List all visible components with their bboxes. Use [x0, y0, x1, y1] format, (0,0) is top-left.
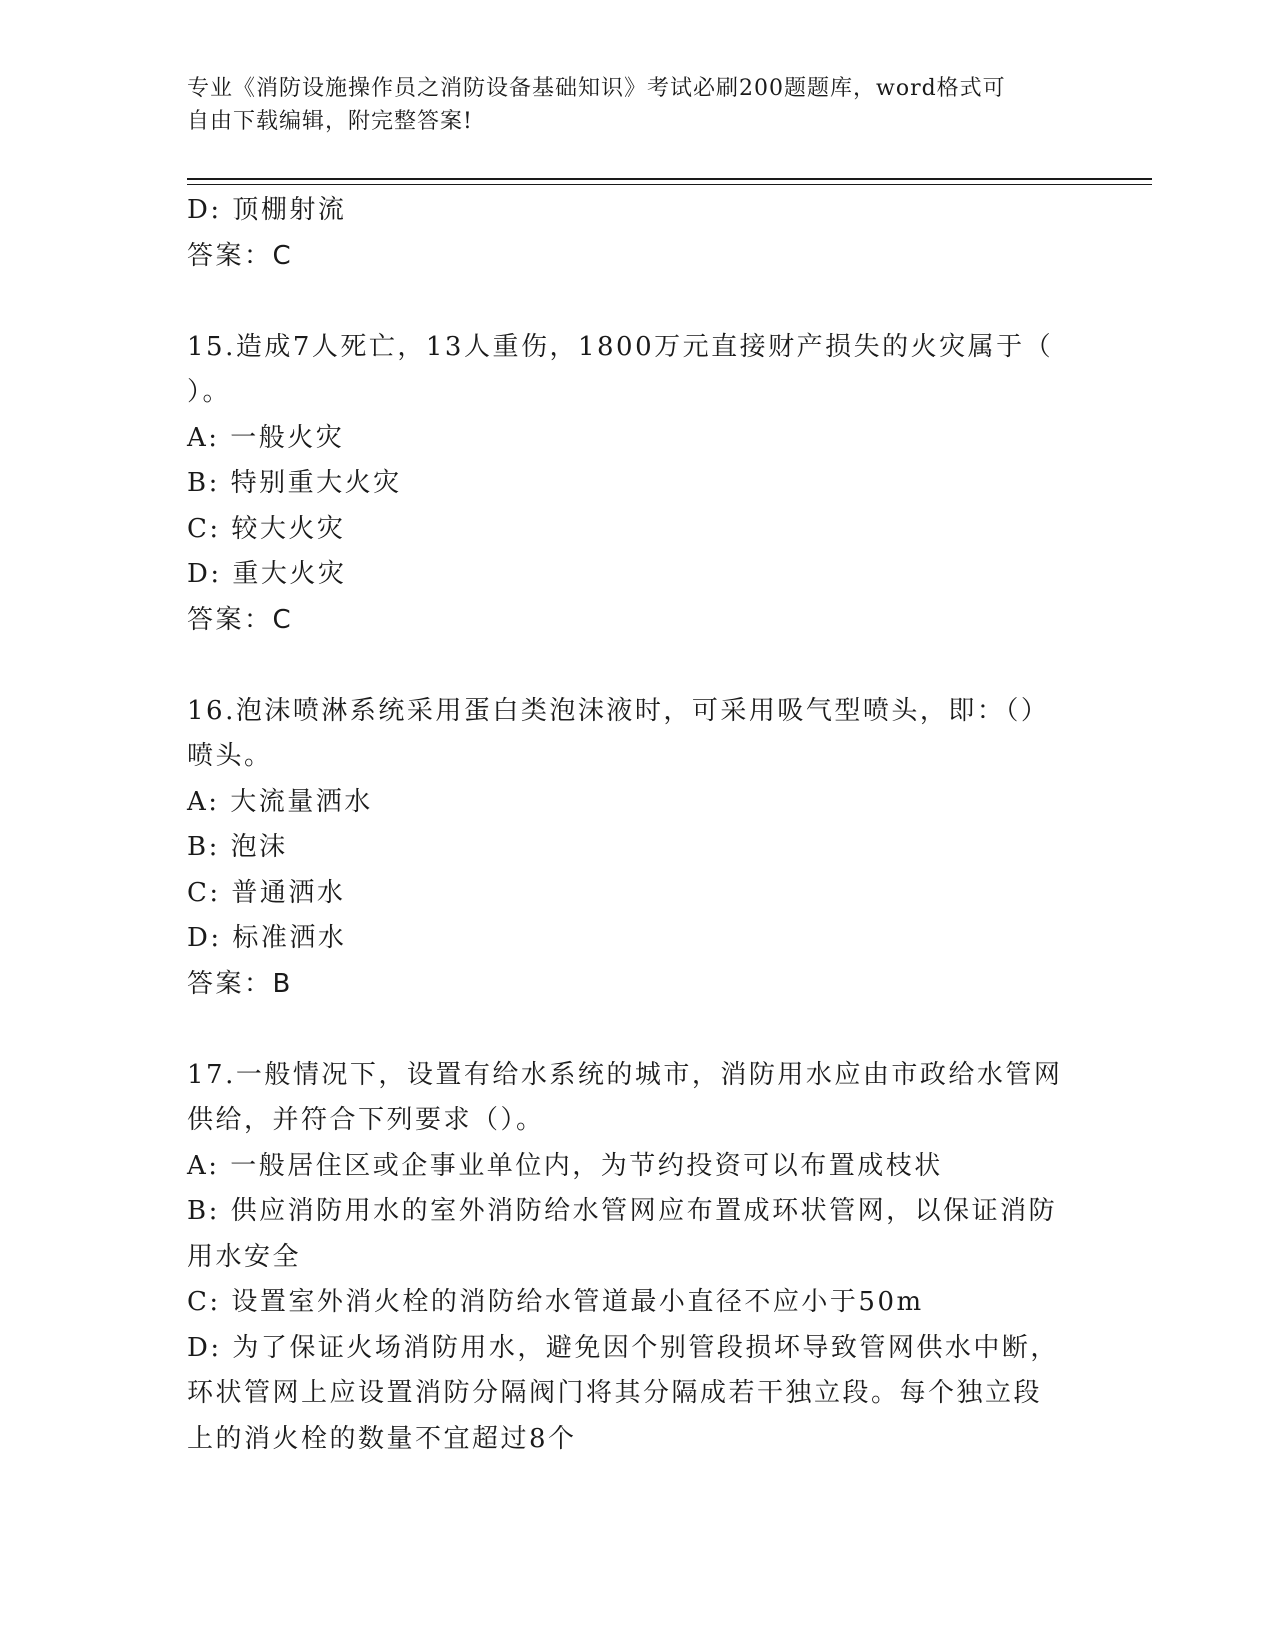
header-line-2: 自由下载编辑，附完整答案! [187, 109, 473, 134]
option-c: C: 较大火灾 [187, 513, 346, 544]
option-b-cont: 用水安全 [187, 1241, 302, 1272]
option-a: A: 一般火灾 [187, 422, 345, 453]
question-stem-cont: 供给，并符合下列要求（）。 [187, 1105, 545, 1135]
document-header [187, 72, 1067, 138]
question-15 [187, 325, 1087, 644]
spacer [187, 279, 1087, 325]
option-a: A: 大流量洒水 [187, 786, 373, 817]
answer-line: 答案：C [187, 240, 294, 271]
option-d: D: 标准洒水 [187, 923, 347, 953]
previous-question-tail [187, 188, 1087, 279]
option-d-cont: 上的消火栓的数量不宜超过8个 [187, 1423, 577, 1454]
option-d: D: 为了保证火场消防用水，避免因个别管段损坏导致管网供水中断， [187, 1332, 1059, 1363]
option-b: B: 供应消防用水的室外消防给水管网应布置成环状管网，以保证消防 [187, 1196, 1058, 1226]
question-16 [187, 689, 1087, 1008]
option-c: C: 普通洒水 [187, 877, 346, 908]
option-d-cont: 环状管网上应设置消防分隔阀门将其分隔成若干独立段。每个独立段 [187, 1378, 1043, 1408]
header-line-1: 专业《消防设施操作员之消防设备基础知识》考试必刷200题题库，word格式可 [187, 76, 1006, 101]
option-b: B: 泡沫 [187, 832, 288, 862]
option-d: D: 顶棚射流 [187, 195, 347, 225]
spacer [187, 643, 1087, 689]
question-stem-cont: ）。 [187, 377, 232, 407]
question-stem: 15.造成7人死亡，13人重伤，1800万元直接财产损失的火灾属于（ [187, 331, 1054, 362]
spacer [187, 1007, 1087, 1053]
question-17 [187, 1053, 1087, 1463]
document-body [187, 188, 1087, 1462]
question-stem-cont: 喷头。 [187, 741, 273, 771]
option-b: B: 特别重大火灾 [187, 468, 402, 498]
question-stem: 16.泡沫喷淋系统采用蛋白类泡沫液时，可采用吸气型喷头，即：（） [187, 695, 1050, 726]
option-c: C: 设置室外消火栓的消防给水管道最小直径不应小于50m [187, 1287, 924, 1317]
option-a: A: 一般居住区或企事业单位内，为节约投资可以布置成枝状 [187, 1150, 943, 1181]
header-divider-thick [187, 178, 1152, 180]
answer-line: 答案：C [187, 604, 294, 635]
header-divider-thin [187, 184, 1152, 185]
option-d: D: 重大火灾 [187, 559, 347, 589]
question-stem: 17.一般情况下，设置有给水系统的城市，消防用水应由市政给水管网 [187, 1059, 1063, 1090]
answer-line: 答案：B [187, 968, 293, 999]
